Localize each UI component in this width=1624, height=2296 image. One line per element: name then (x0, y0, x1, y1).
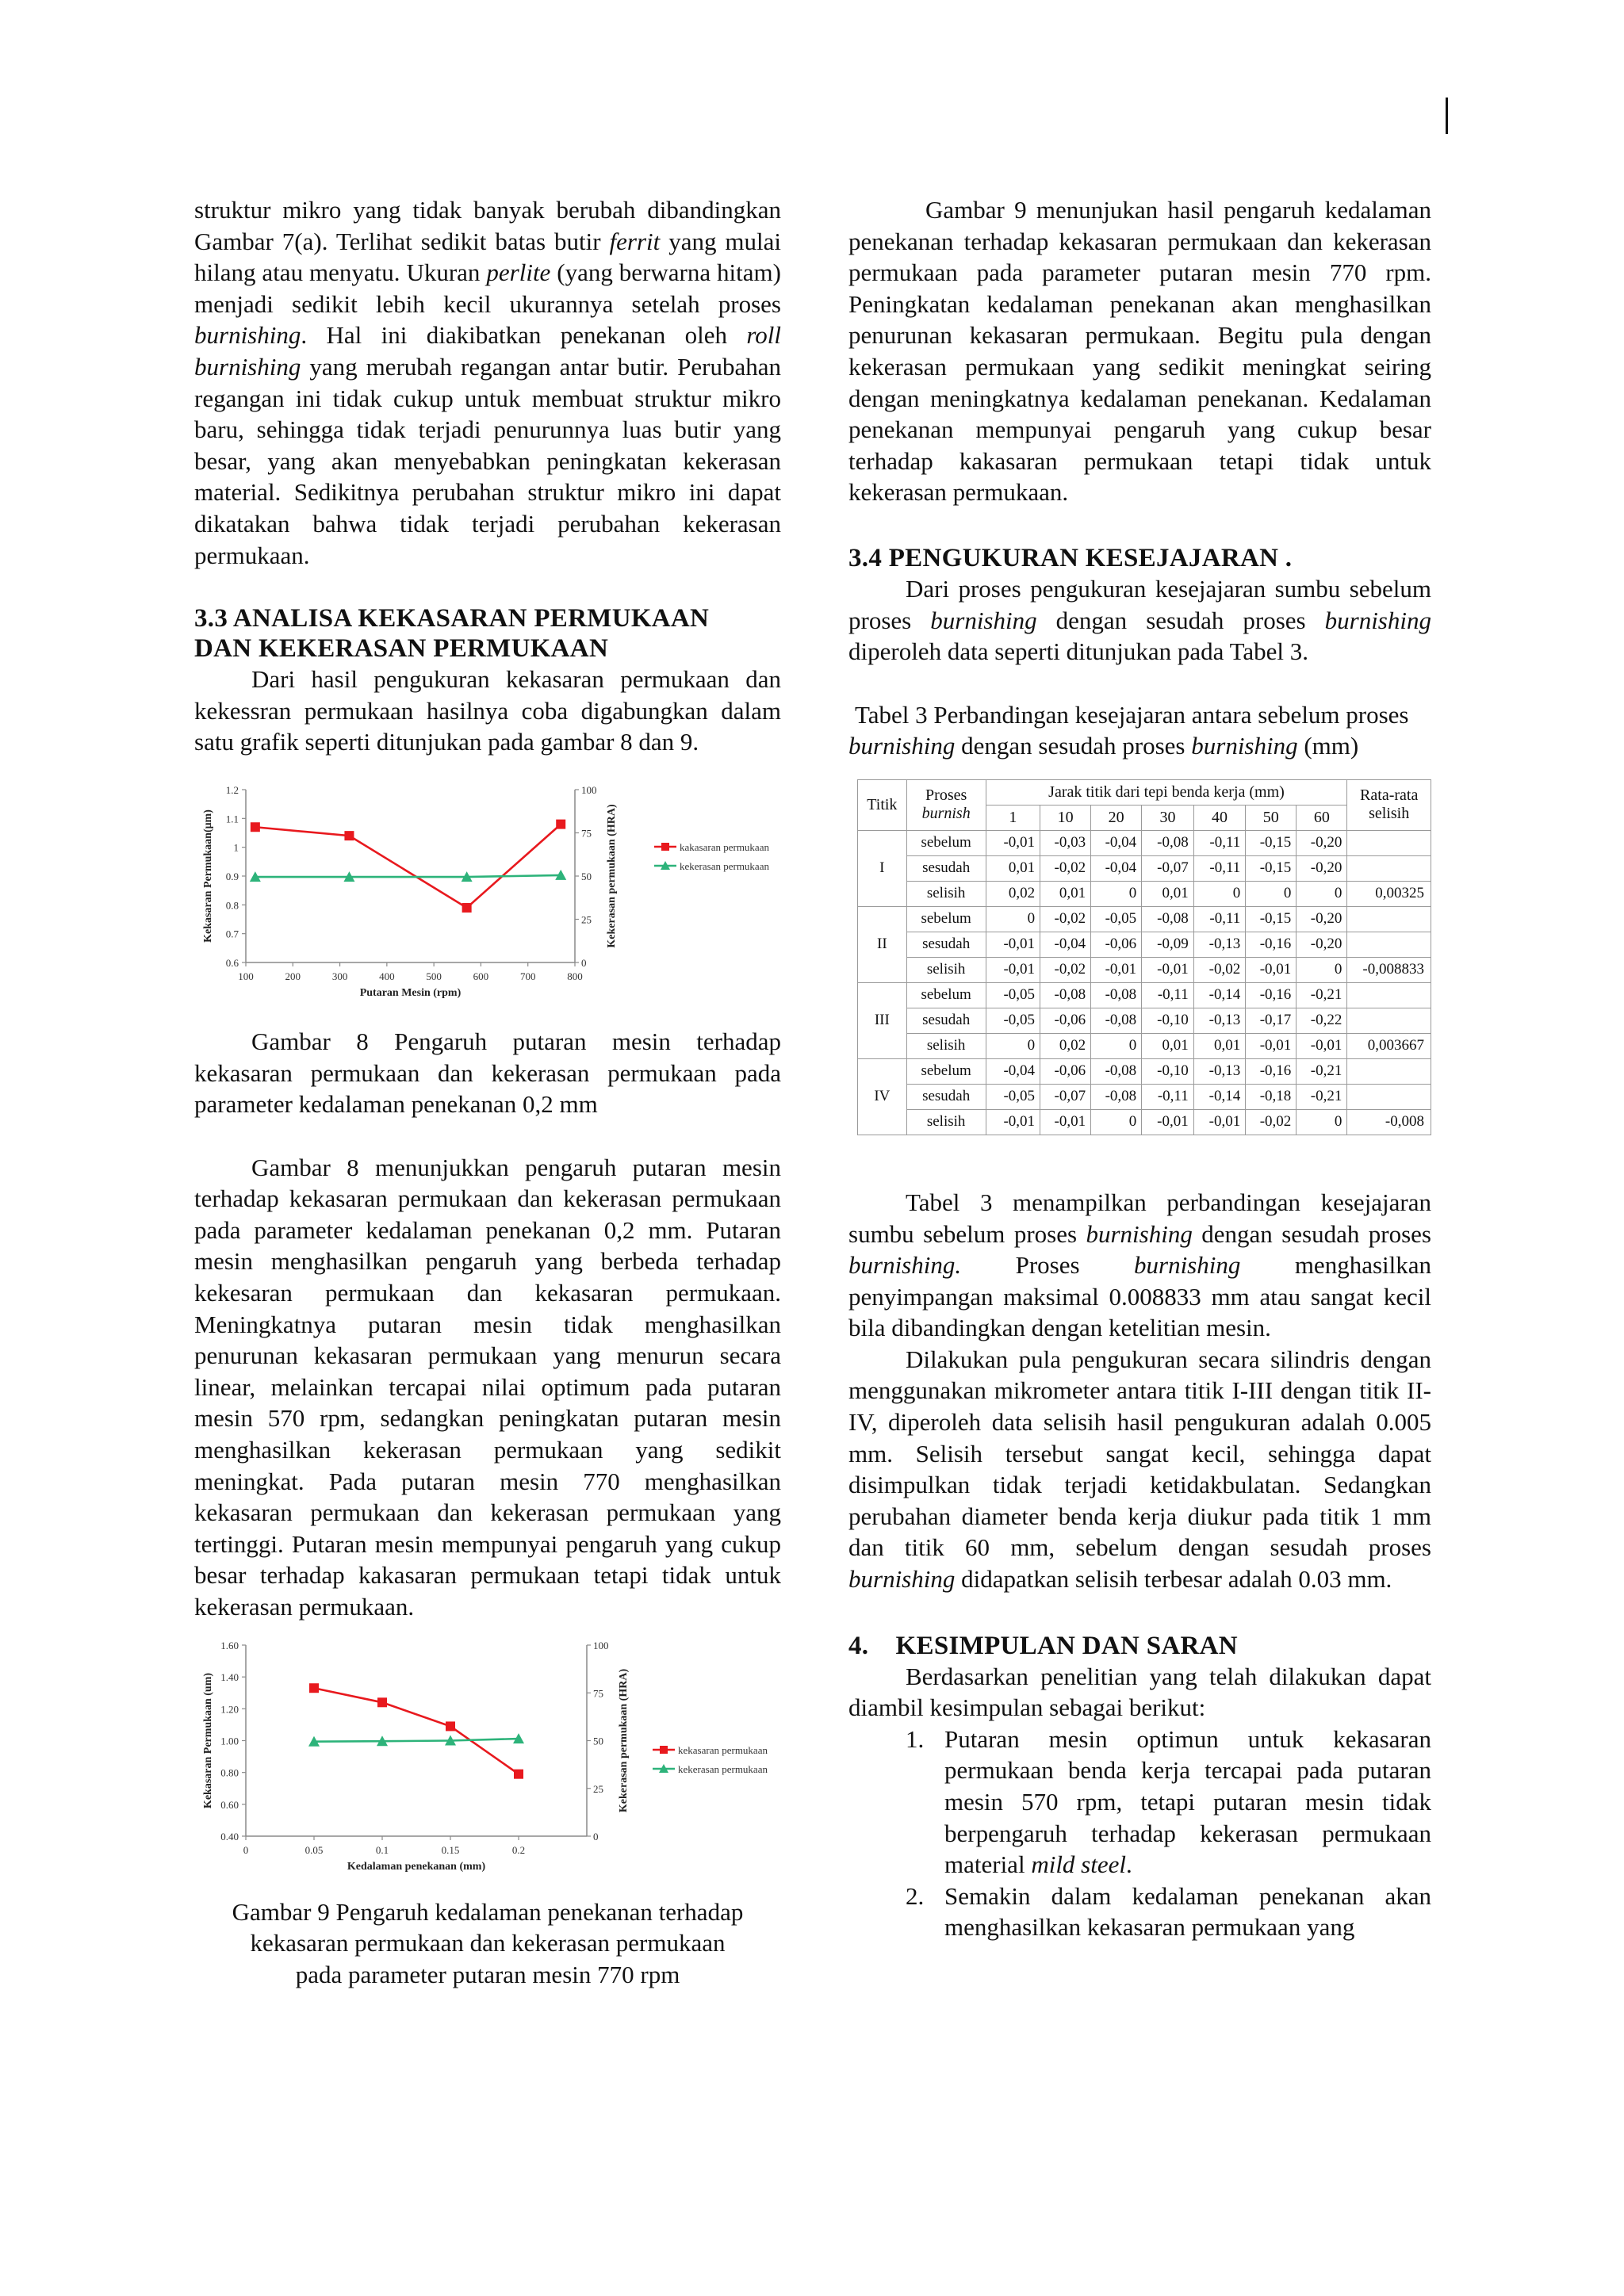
table-cell-value: -0,15 (1246, 906, 1297, 932)
data-point-square (556, 820, 565, 829)
y-tick-label: 0.40 (220, 1830, 239, 1843)
y-tick-label: 1.2 (225, 783, 239, 796)
table-row (858, 1008, 1431, 1033)
table-cell-value: -0,08 (1091, 1058, 1142, 1084)
table-cell-value: 0,02 (986, 881, 1040, 906)
section-4-heading: 4. KESIMPULAN DAN SARAN (848, 1631, 1238, 1660)
table-row (858, 1033, 1431, 1058)
table-3 (857, 779, 1431, 1135)
data-point-square (446, 1721, 455, 1731)
y2-tick-label: 75 (593, 1686, 603, 1699)
table-row (858, 881, 1431, 906)
section-3-3-heading: 3.3 ANALISA KEKASARAN PERMUKAAN DAN KEKERASAN PERMUKAAN (194, 604, 710, 664)
table-cell-value: -0,07 (1040, 1084, 1091, 1109)
data-point-square (514, 1769, 523, 1778)
figure-8-caption: Gambar 8 Pengaruh putaran mesin terhadap kekasaran permukaan dan kekerasan permukaan pada parameter kedalaman penekanan 0,2 mm (194, 1027, 781, 1119)
table-cell-average: 0,00325 (1347, 881, 1431, 906)
data-point-square (462, 903, 472, 913)
table-cell-proses: sebelum (906, 906, 986, 932)
table-cell-value: -0,09 (1142, 932, 1194, 957)
table-cell-value: -0,21 (1297, 1084, 1347, 1109)
x-tick-label: 100 (238, 970, 254, 982)
header-rule (1446, 98, 1448, 134)
table-col-header: 30 (1142, 805, 1194, 830)
table-cell-average (1347, 982, 1431, 1008)
table-cell-value: -0,13 (1193, 1058, 1246, 1084)
table-cell-value: -0,22 (1297, 1008, 1347, 1033)
table-cell-proses: sesudah (906, 855, 986, 881)
table-cell-proses: selisih (906, 881, 986, 906)
table-cell-value: -0,04 (1091, 855, 1142, 881)
table-cell-value: -0,01 (986, 932, 1040, 957)
table-cell-average: 0,003667 (1347, 1033, 1431, 1058)
table-cell-titik: III (858, 982, 907, 1058)
y2-tick-label: 0 (593, 1830, 599, 1843)
table-cell-average (1347, 1008, 1431, 1033)
table-cell-value: -0,07 (1142, 855, 1194, 881)
table-header-titik: Titik (858, 779, 907, 830)
table-cell-value: -0,13 (1193, 932, 1246, 957)
y2-axis-title: Kekerasan permukaan (HRA) (618, 1668, 630, 1812)
table-cell-value: 0 (1091, 881, 1142, 906)
table-cell-titik: I (858, 830, 907, 906)
table-row (858, 1058, 1431, 1084)
y-axis-title: Kekasaran Permukaan (um) (202, 1672, 214, 1808)
table-cell-value: -0,15 (1246, 830, 1297, 855)
table-header-jarak: Jarak titik dari tepi benda kerja (mm) (986, 779, 1347, 805)
table-header-rata: Rata-rata selisih (1347, 779, 1431, 830)
data-point-square (377, 1697, 387, 1707)
table-cell-value: 0 (1297, 881, 1347, 906)
legend-label: kakasaran permukaan (680, 840, 769, 853)
table-col-header: 20 (1091, 805, 1142, 830)
table-cell-value: -0,10 (1142, 1008, 1194, 1033)
table-cell-proses: sebelum (906, 1058, 986, 1084)
x-tick-label: 600 (473, 970, 489, 982)
table-cell-value: -0,18 (1246, 1084, 1297, 1109)
table-row (858, 1109, 1431, 1135)
table-cell-proses: sesudah (906, 1008, 986, 1033)
y-tick-label: 1.1 (225, 813, 239, 825)
table-cell-value: -0,04 (986, 1058, 1040, 1084)
left-column (194, 194, 781, 1990)
legend-marker (660, 1746, 668, 1754)
x-tick-label: 500 (426, 970, 442, 982)
table-cell-value: -0,20 (1297, 906, 1347, 932)
table-cell-value: -0,01 (1297, 1033, 1347, 1058)
table-cell-value: -0,17 (1246, 1008, 1297, 1033)
y2-axis-title: Kekerasan permukaan (HRA) (606, 804, 618, 948)
table-cell-value: 0,01 (1142, 1033, 1194, 1058)
y2-tick-label: 50 (581, 870, 592, 882)
y-tick-label: 0.80 (220, 1766, 239, 1779)
right-paragraph-5: Berdasarkan penelitian yang telah dilakukan dapat diambil kesimpulan sebagai berikut: (848, 1662, 1431, 1722)
table-cell-value: -0,08 (1091, 1008, 1142, 1033)
table-cell-value: -0,11 (1193, 855, 1246, 881)
table-3-caption: Tabel 3 Perbandingan kesejajaran antara sebelum proses burnishing dengan sesudah proses burnishing (mm) (848, 700, 1409, 760)
x-tick-label: 0.1 (375, 1843, 389, 1856)
table-cell-value: 0 (1297, 957, 1347, 982)
conclusion-text: . (1125, 1850, 1132, 1879)
table-cell-value: -0,02 (1193, 957, 1246, 982)
y2-tick-label: 100 (581, 783, 597, 796)
conclusion-number: 1. (906, 1724, 925, 1753)
y-tick-label: 0.8 (225, 899, 239, 912)
table-cell-value: -0,01 (1142, 957, 1194, 982)
table-cell-value: -0,05 (986, 1008, 1040, 1033)
table-cell-value: -0,02 (1040, 957, 1091, 982)
table-cell-value: -0,08 (1142, 830, 1194, 855)
table-cell-value: -0,06 (1040, 1008, 1091, 1033)
conclusion-list (848, 1724, 1431, 1943)
conclusion-text: mild steel (1031, 1850, 1126, 1879)
left-paragraph-3: Gambar 8 menunjukkan pengaruh putaran mesin terhadap kekasaran permukaan dan kekerasan permukaan pada parameter kedalaman penekanan 0,2 mm. Putaran mesin menghasilkan pengaruh yang berbeda terhadap kekesaran permukaan dan kekasaran permukaan. Meningkatnya putaran mesin tidak menghasilkan penurunan kekasaran permukaan yang menurun secara linear, melainkan tercapai nilai optimum pada putaran mesin 570 rpm, sedangkan peningkatan putaran mesin menghasilkan kekerasan permukaan yang sedikit meningkat. Pada putaran mesin 770 menghasilkan kekasaran permukaan dan kekerasan permukaan yang tertinggi. Putaran mesin mempunyai pengaruh yang cukup besar terhadap kakasaran permukaan tetapi tidak untuk kekerasan permukaan. (194, 1153, 781, 1621)
figure-9-chart (194, 1637, 781, 1879)
y-axis-title: Kekasaran Permukaan(μm) (202, 809, 214, 943)
section-3-4-heading: 3.4 PENGUKURAN KESEJAJARAN . (848, 543, 1293, 572)
table-cell-value: -0,20 (1297, 830, 1347, 855)
table-cell-proses: selisih (906, 1109, 986, 1135)
table-cell-value: -0,06 (1091, 932, 1142, 957)
figure-9-caption: Gambar 9 Pengaruh kedalaman penekanan terhadap kekasaran permukaan dan kekerasan permukaan pada parameter putaran mesin 770 rpm (232, 1897, 744, 1988)
x-tick-label: 300 (331, 970, 348, 982)
table-cell-value: -0,01 (1246, 1033, 1297, 1058)
table-cell-value: 0,01 (1193, 1033, 1246, 1058)
figure-8-chart (194, 774, 781, 999)
table-cell-value: -0,08 (1091, 1084, 1142, 1109)
series-line (314, 1688, 519, 1774)
table-row (858, 982, 1431, 1008)
series-line (314, 1739, 519, 1742)
conclusion-number: 2. (906, 1881, 925, 1910)
table-cell-proses: sesudah (906, 1084, 986, 1109)
y-tick-label: 1.00 (220, 1735, 239, 1747)
table-col-header: 40 (1193, 805, 1246, 830)
series-line (255, 825, 561, 908)
table-cell-average: -0,008833 (1347, 957, 1431, 982)
table-cell-value: -0,01 (986, 1109, 1040, 1135)
table-cell-value: -0,03 (1040, 830, 1091, 855)
table-cell-value: -0,13 (1193, 1008, 1246, 1033)
y2-tick-label: 100 (593, 1639, 609, 1651)
table-row (858, 830, 1431, 855)
table-cell-value: 0 (1246, 881, 1297, 906)
table-cell-average (1347, 932, 1431, 957)
y2-tick-label: 0 (581, 956, 587, 969)
conclusion-item (848, 1881, 1431, 1943)
x-tick-label: 200 (285, 970, 301, 982)
right-column (848, 194, 1431, 1943)
table-cell-value: -0,16 (1246, 982, 1297, 1008)
x-axis-title: Kedalaman penekanan (mm) (347, 1860, 486, 1873)
table-cell-value: -0,11 (1142, 982, 1194, 1008)
y2-tick-label: 50 (593, 1735, 603, 1747)
table-col-header: 10 (1040, 805, 1091, 830)
x-tick-label: 0.15 (441, 1843, 460, 1856)
table-cell-proses: sebelum (906, 982, 986, 1008)
table-cell-value: -0,02 (1246, 1109, 1297, 1135)
y-tick-label: 1.60 (220, 1639, 239, 1651)
table-cell-value: -0,11 (1193, 830, 1246, 855)
table-cell-value: -0,01 (1040, 1109, 1091, 1135)
data-point-square (309, 1683, 319, 1693)
y-tick-label: 0.9 (225, 870, 239, 882)
table-cell-titik: II (858, 906, 907, 982)
table-cell-value: -0,08 (1040, 982, 1091, 1008)
table-row (858, 1084, 1431, 1109)
table-cell-value: -0,05 (1091, 906, 1142, 932)
y2-tick-label: 25 (593, 1782, 603, 1795)
table-row (858, 855, 1431, 881)
table-cell-value: 0 (986, 1033, 1040, 1058)
y-tick-label: 1.20 (220, 1702, 239, 1715)
legend-label: kekerasan permukaan (680, 859, 769, 872)
conclusion-item (848, 1724, 1431, 1881)
table-cell-value: 0,01 (1142, 881, 1194, 906)
y-tick-label: 1 (233, 841, 239, 854)
table-cell-value: 0 (1091, 1033, 1142, 1058)
table-cell-value: -0,04 (1040, 932, 1091, 957)
table-cell-value: -0,01 (1246, 957, 1297, 982)
table-col-header: 50 (1246, 805, 1297, 830)
table-cell-value: 0 (1297, 1109, 1347, 1135)
table-cell-average (1347, 1058, 1431, 1084)
y-tick-label: 1.40 (220, 1670, 239, 1683)
table-cell-value: -0,01 (986, 830, 1040, 855)
table-header-proses: Proses burnish (906, 779, 986, 830)
legend-marker (661, 843, 669, 851)
table-row (858, 957, 1431, 982)
y-tick-label: 0.60 (220, 1798, 239, 1811)
table-cell-value: -0,21 (1297, 1058, 1347, 1084)
table-cell-average (1347, 1084, 1431, 1109)
right-paragraph-4: Dilakukan pula pengukuran secara silindris dengan menggunakan mikrometer antara titik I-III dengan titik II-IV, diperoleh data selisih hasil pengukuran adalah 0.005 mm. Selisih tersebut sangat kecil, sehingga dapat disimpulkan tidak terjadi ketidakbulatan. Sedangkan perubahan diameter benda kerja diukur pada titik 1 mm dan titik 60 mm, sebelum dengan sesudah proses burnishing didapatkan selisih terbesar adalah 0.03 mm. (848, 1345, 1431, 1594)
left-paragraph-1: struktur mikro yang tidak banyak berubah dibandingkan Gambar 7(a). Terlihat sedikit batas butir ferrit yang mulai hilang atau menyatu. Ukuran perlite (yang berwarna hitam) menjadi sedikit lebih kecil ukurannya setelah proses burnishing. Hal ini diakibatkan penekanan oleh roll burnishing yang merubah regangan antar butir. Perubahan regangan ini tidak cukup untuk membuat struktur mikro baru, sehingga tidak terjadi penurunnya luas butir yang besar, yang akan menyebabkan peningkatan kekerasan material. Sedikitnya perubahan struktur mikro ini dapat dikatakan bahwa tidak terjadi perubahan kekerasan permukaan. (194, 196, 782, 569)
table-row (858, 932, 1431, 957)
table-cell-value: -0,06 (1040, 1058, 1091, 1084)
right-paragraph-1: Gambar 9 menunjukan hasil pengaruh kedalaman penekanan terhadap kekasaran permukaan dan kekerasan permukaan pada parameter putaran mesin 770 rpm. Peningkatan kedalaman penekanan akan menghasilkan penurunan kekasaran permukaan. Begitu pula dengan kekerasan permukaan yang sedikit meningkat seiring dengan meningkatnya kedalaman penekanan. Kedalaman penekanan mempunyai pengaruh yang cukup besar terhadap kakasaran permukaan tetapi tidak untuk kekerasan permukaan. (848, 196, 1431, 507)
conclusion-text: Putaran mesin optimun untuk kekasaran permukaan benda kerja tercapai pada putaran mesin 570 rpm, tetapi putaran mesin tidak berpengaruh terhadap kekerasan permukaan material (944, 1724, 1431, 1879)
table-cell-proses: selisih (906, 1033, 986, 1058)
table-cell-value: -0,02 (1040, 906, 1091, 932)
x-tick-label: 0.2 (511, 1843, 526, 1856)
legend-label: kekasaran permukaan (678, 1743, 768, 1756)
table-row (858, 906, 1431, 932)
table-cell-value: -0,21 (1297, 982, 1347, 1008)
table-cell-value: -0,15 (1246, 855, 1297, 881)
table-cell-value: -0,11 (1193, 906, 1246, 932)
table-cell-value: -0,02 (1040, 855, 1091, 881)
table-cell-value: -0,01 (1142, 1109, 1194, 1135)
table-cell-proses: selisih (906, 957, 986, 982)
legend-label: kekerasan permukaan (678, 1762, 768, 1775)
table-cell-titik: IV (858, 1058, 907, 1135)
table-cell-average (1347, 830, 1431, 855)
series-line (255, 875, 561, 877)
table-cell-value: -0,16 (1246, 932, 1297, 957)
table-cell-proses: sesudah (906, 932, 986, 957)
x-tick-label: 700 (519, 970, 536, 982)
table-cell-value: 0 (1193, 881, 1246, 906)
table-cell-value: -0,01 (1091, 957, 1142, 982)
left-paragraph-2: Dari hasil pengukuran kekasaran permukaan dan kekessran permukaan hasilnya coba digabungkan dalam satu grafik seperti ditunjukan pada gambar 8 dan 9. (194, 665, 781, 756)
table-cell-value: -0,14 (1193, 982, 1246, 1008)
x-axis-title: Putaran Mesin (rpm) (359, 986, 462, 999)
right-paragraph-3: Tabel 3 menampilkan perbandingan kesejajaran sumbu sebelum proses burnishing dengan sesudah proses burnishing. Proses burnishing menghasilkan penyimpangan maksimal 0.008833 mm atau sangat kecil bila dibandingkan dengan ketelitian mesin. (848, 1188, 1432, 1342)
table-cell-value: -0,01 (1193, 1109, 1246, 1135)
table-cell-value: -0,01 (986, 957, 1040, 982)
data-point-square (344, 831, 354, 840)
table-cell-value: -0,08 (1142, 906, 1194, 932)
x-tick-label: 0 (243, 1843, 249, 1856)
table-cell-value: 0,02 (1040, 1033, 1091, 1058)
table-cell-average (1347, 906, 1431, 932)
data-point-square (251, 822, 260, 832)
x-tick-label: 400 (379, 970, 395, 982)
table-cell-value: -0,20 (1297, 932, 1347, 957)
table-cell-value: -0,10 (1142, 1058, 1194, 1084)
table-cell-average (1347, 855, 1431, 881)
right-paragraph-2: Dari proses pengukuran kesejajaran sumbu sebelum proses burnishing dengan sesudah proses burnishing diperoleh data seperti ditunjukan pada Tabel 3. (848, 574, 1431, 666)
table-cell-value: -0,11 (1142, 1084, 1194, 1109)
table-col-header: 1 (986, 805, 1040, 830)
table-cell-value: -0,20 (1297, 855, 1347, 881)
table-cell-proses: sebelum (906, 830, 986, 855)
table-cell-value: 0,01 (986, 855, 1040, 881)
conclusion-text: Semakin dalam kedalaman penekanan akan menghasilkan kekasaran permukaan yang (944, 1881, 1431, 1942)
x-tick-label: 0.05 (304, 1843, 324, 1856)
table-cell-value: 0 (986, 906, 1040, 932)
table-cell-value: -0,14 (1193, 1084, 1246, 1109)
table-cell-value: 0 (1091, 1109, 1142, 1135)
table-cell-average: -0,008 (1347, 1109, 1431, 1135)
y2-tick-label: 25 (581, 913, 592, 926)
table-cell-value: -0,04 (1091, 830, 1142, 855)
table-cell-value: -0,08 (1091, 982, 1142, 1008)
table-cell-value: -0,05 (986, 982, 1040, 1008)
y-tick-label: 0.6 (225, 956, 239, 969)
table-cell-value: 0,01 (1040, 881, 1091, 906)
table-cell-value: -0,05 (986, 1084, 1040, 1109)
x-tick-label: 800 (567, 970, 583, 982)
table-cell-value: -0,16 (1246, 1058, 1297, 1084)
table-col-header: 60 (1297, 805, 1347, 830)
y-tick-label: 0.7 (225, 928, 239, 940)
y2-tick-label: 75 (581, 827, 592, 840)
